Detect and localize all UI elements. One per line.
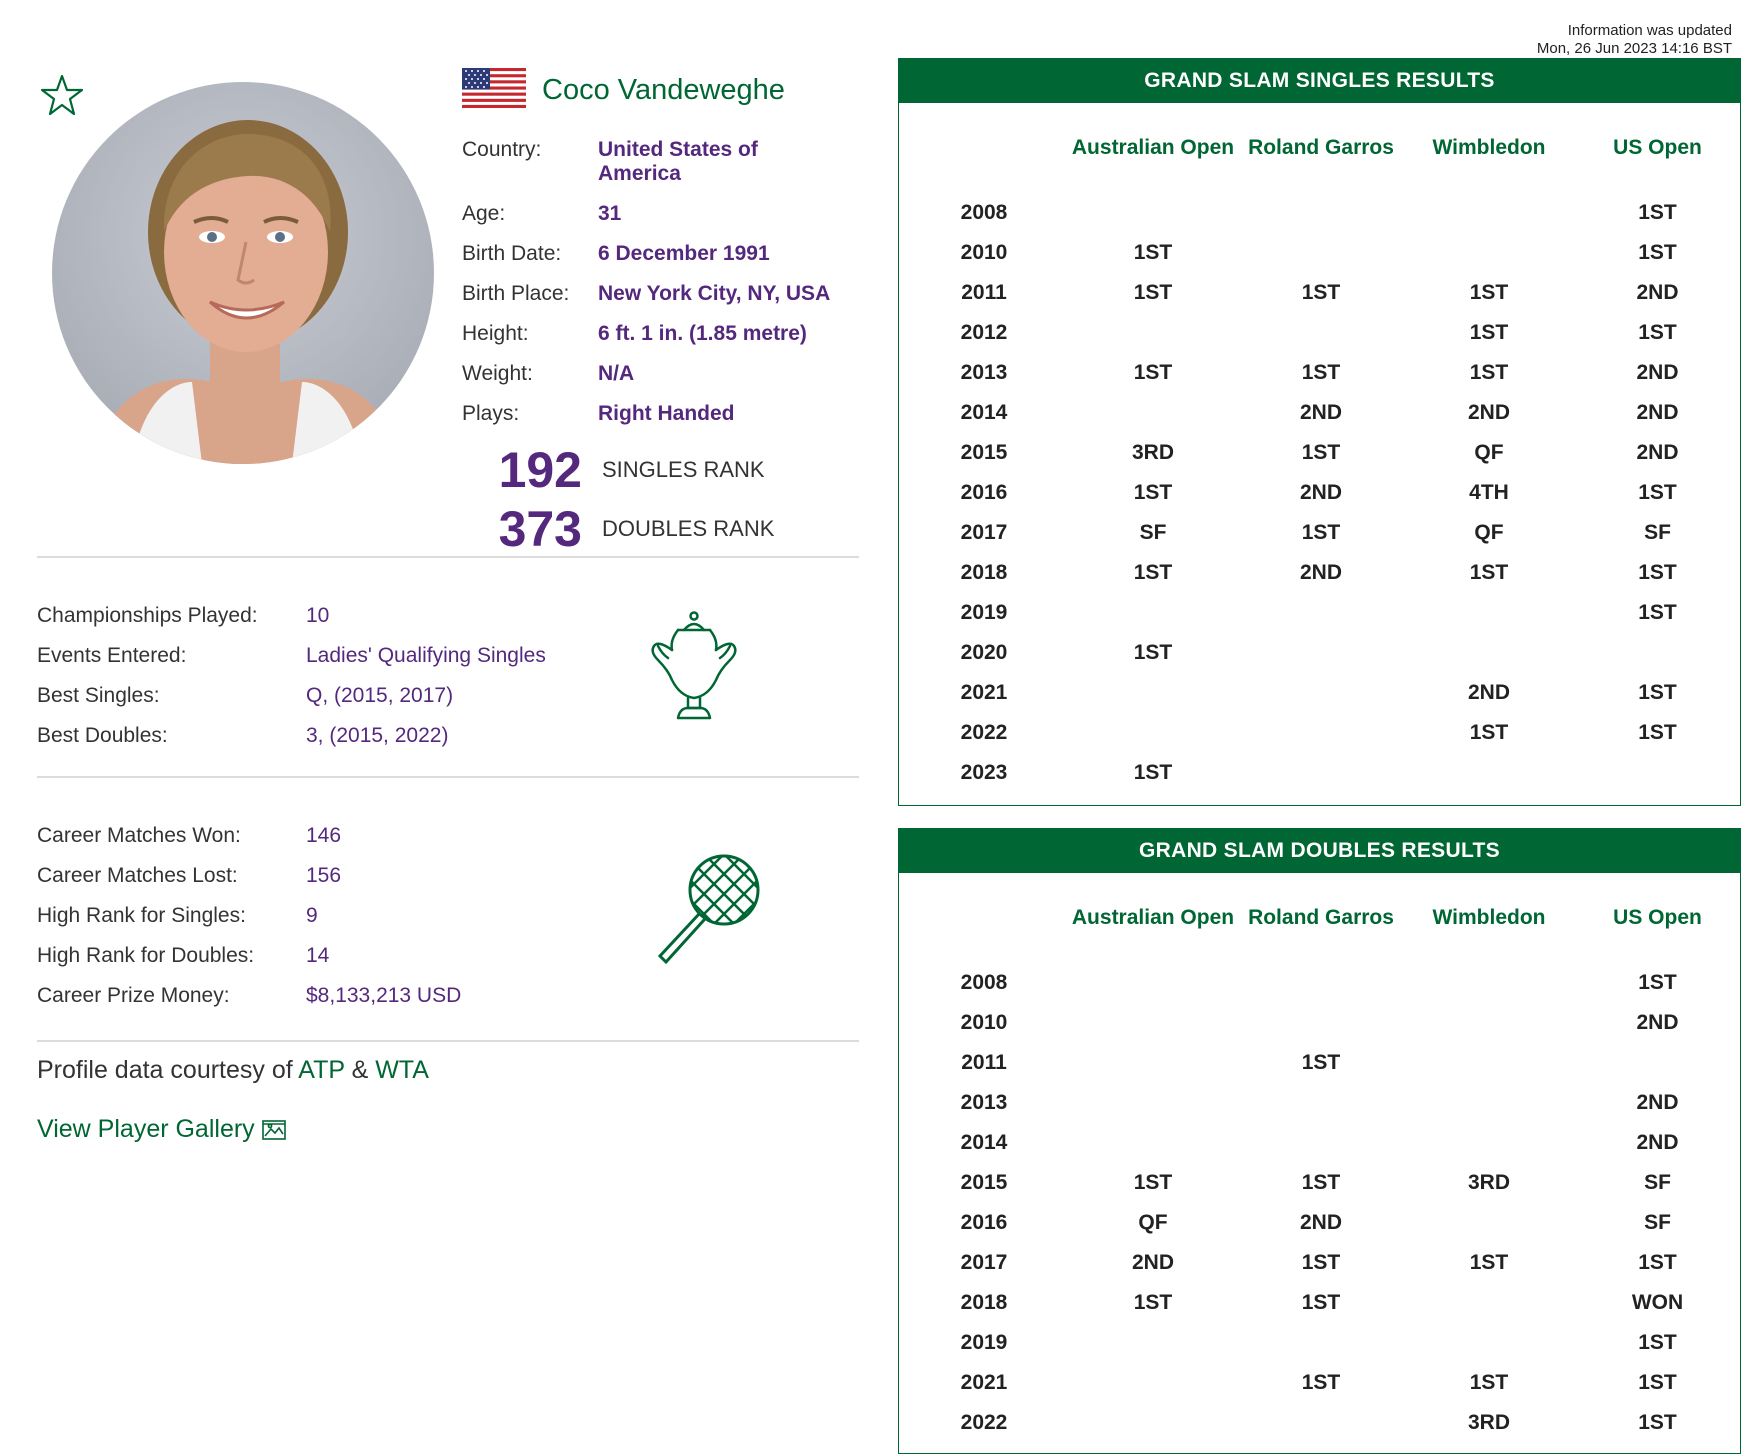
result-cell: WON: [1631, 1291, 1684, 1314]
column-header: US Open: [1613, 906, 1702, 929]
usa-flag-icon: [462, 68, 526, 108]
table-row: [899, 233, 1742, 273]
table-row: [899, 1083, 1742, 1123]
result-cell: 1ST: [1301, 441, 1341, 464]
singles-results-table: [899, 103, 1742, 793]
table-header-row: [899, 873, 1742, 963]
stat-label: Best Doubles:: [37, 724, 168, 747]
stat-value: $8,133,213 USD: [306, 984, 462, 1007]
result-cell: 1ST: [1638, 1411, 1677, 1434]
result-cell: 2ND: [1299, 481, 1342, 504]
divider: [37, 556, 859, 558]
stat-label: Best Singles:: [37, 684, 160, 707]
player-photo: [52, 82, 434, 464]
profile-value: Right Handed: [598, 402, 735, 425]
view-player-gallery-link[interactable]: [37, 1115, 287, 1144]
year-cell: 2020: [960, 641, 1008, 664]
result-cell: 1ST: [1301, 361, 1341, 384]
result-cell: 1ST: [1638, 1251, 1677, 1274]
result-cell: 1ST: [1133, 1171, 1173, 1194]
table-row: [899, 313, 1742, 353]
profile-label: Age:: [462, 202, 506, 225]
result-cell: 2ND: [1467, 681, 1510, 704]
profile-label: Country:: [462, 138, 542, 161]
result-cell: 1ST: [1133, 481, 1173, 504]
stat-value: 14: [306, 944, 330, 967]
result-cell: [1069, 1003, 1237, 1043]
result-cell: [1237, 1083, 1405, 1123]
result-cell: QF: [1474, 521, 1504, 544]
table-row: [899, 1003, 1742, 1043]
result-cell: [1237, 753, 1405, 793]
result-cell: [1237, 1403, 1405, 1443]
result-cell: 4TH: [1469, 481, 1509, 504]
column-header: Australian Open: [1071, 906, 1235, 929]
result-cell: [1237, 963, 1405, 1003]
table-row: [899, 433, 1742, 473]
doubles-rank-value: 373: [498, 501, 582, 557]
result-cell: 1ST: [1638, 1371, 1677, 1394]
result-cell: [1069, 1403, 1237, 1443]
table-row: [899, 1403, 1742, 1443]
stat-row: [37, 824, 461, 848]
result-cell: 3RD: [1467, 1411, 1510, 1434]
result-cell: 2ND: [1636, 441, 1679, 464]
stat-label: High Rank for Doubles:: [37, 944, 255, 967]
table-row: [899, 553, 1742, 593]
profile-data-courtesy: [37, 1056, 429, 1085]
result-cell: [1069, 393, 1237, 433]
result-cell: [1069, 1083, 1237, 1123]
result-cell: 1ST: [1133, 241, 1173, 264]
table-row: [899, 513, 1742, 553]
stat-row: [37, 724, 546, 748]
table-row: [899, 593, 1742, 633]
profile-value: United States of America: [598, 138, 758, 185]
result-cell: 2ND: [1299, 1211, 1342, 1234]
stat-row: [37, 944, 461, 968]
column-header: Wimbledon: [1432, 906, 1546, 929]
result-cell: [1237, 1123, 1405, 1163]
result-cell: SF: [1644, 521, 1671, 544]
column-header: Roland Garros: [1248, 136, 1394, 159]
table-row: [899, 273, 1742, 313]
result-cell: [1069, 1043, 1237, 1083]
result-cell: 1ST: [1638, 321, 1677, 344]
year-cell: 2014: [960, 401, 1008, 424]
year-cell: 2008: [960, 971, 1008, 994]
column-header: Australian Open: [1071, 136, 1235, 159]
result-cell: 1ST: [1638, 1331, 1677, 1354]
stat-value: Q, (2015, 2017): [306, 684, 454, 707]
result-cell: 1ST: [1469, 1251, 1509, 1274]
stat-label: High Rank for Singles:: [37, 904, 246, 927]
stat-row: [37, 984, 461, 1008]
year-cell: 2019: [960, 1331, 1008, 1354]
stat-value: 146: [306, 824, 342, 847]
year-cell: 2017: [960, 1251, 1008, 1274]
result-cell: 1ST: [1301, 1171, 1341, 1194]
result-cell: 3RD: [1467, 1171, 1510, 1194]
result-cell: [1405, 593, 1573, 633]
result-cell: [1405, 233, 1573, 273]
stat-label: Events Entered:: [37, 644, 187, 667]
year-cell: 2017: [960, 521, 1008, 544]
column-header: US Open: [1613, 136, 1702, 159]
year-cell: 2014: [960, 1131, 1008, 1154]
result-cell: [1069, 713, 1237, 753]
result-cell: 2ND: [1467, 401, 1510, 424]
result-cell: [1069, 673, 1237, 713]
atp-link[interactable]: ATP: [298, 1056, 345, 1084]
result-cell: 2ND: [1636, 281, 1679, 304]
doubles-results-panel: [898, 828, 1741, 1454]
image-gallery-icon: [261, 1118, 287, 1142]
result-cell: [1573, 633, 1742, 673]
year-cell: 2010: [960, 241, 1008, 264]
tennis-racket-icon: [652, 852, 764, 964]
result-cell: SF: [1139, 521, 1167, 544]
stat-label: Career Matches Lost:: [37, 864, 238, 887]
singles-rank: [462, 443, 765, 497]
result-cell: [1573, 753, 1742, 793]
stat-value: 10: [306, 604, 330, 627]
result-cell: 1ST: [1469, 721, 1509, 744]
year-cell: 2018: [960, 561, 1008, 584]
result-cell: [1237, 593, 1405, 633]
table-row: [899, 353, 1742, 393]
stat-label: Championships Played:: [37, 604, 258, 627]
result-cell: 1ST: [1301, 1291, 1341, 1314]
result-cell: 1ST: [1469, 1371, 1509, 1394]
result-cell: 1ST: [1469, 561, 1509, 584]
result-cell: [1069, 593, 1237, 633]
championship-stats: [37, 604, 546, 764]
result-cell: 1ST: [1638, 971, 1677, 994]
year-cell: 2019: [960, 601, 1008, 624]
profile-row-birth-date: [462, 242, 882, 266]
result-cell: [1237, 633, 1405, 673]
table-row: [899, 393, 1742, 433]
stat-row: [37, 684, 546, 708]
profile-row-height: [462, 322, 882, 346]
singles-rank-value: 192: [498, 442, 582, 498]
result-cell: 1ST: [1638, 561, 1677, 584]
result-cell: 1ST: [1469, 321, 1509, 344]
profile-value: New York City, NY, USA: [598, 282, 831, 305]
table-row: [899, 1043, 1742, 1083]
result-cell: [1405, 753, 1573, 793]
doubles-results-table: [899, 873, 1742, 1443]
year-cell: 2011: [961, 1051, 1007, 1074]
singles-rank-label: SINGLES RANK: [602, 457, 765, 482]
year-cell: 2012: [960, 321, 1008, 344]
result-cell: 1ST: [1638, 681, 1677, 704]
result-cell: [1069, 963, 1237, 1003]
result-cell: [1405, 1203, 1573, 1243]
stat-label: Career Prize Money:: [37, 984, 230, 1007]
result-cell: SF: [1644, 1171, 1671, 1194]
result-cell: 2ND: [1636, 1011, 1679, 1034]
stat-value: 3, (2015, 2022): [306, 724, 449, 747]
trophy-icon: [648, 610, 740, 722]
profile-row-plays: [462, 402, 882, 426]
result-cell: 1ST: [1133, 761, 1173, 784]
profile-info: [462, 138, 882, 442]
doubles-rank-label: DOUBLES RANK: [602, 516, 775, 541]
result-cell: [1237, 1323, 1405, 1363]
result-cell: 1ST: [1638, 601, 1677, 624]
wta-link[interactable]: WTA: [375, 1056, 429, 1084]
result-cell: 1ST: [1469, 281, 1509, 304]
year-cell: 2013: [960, 1091, 1008, 1114]
year-cell: 2022: [960, 1411, 1008, 1434]
update-info-line1: Information was updated: [1567, 22, 1732, 39]
update-info: [1537, 22, 1732, 58]
year-cell: 2016: [960, 481, 1008, 504]
result-cell: 1ST: [1133, 281, 1173, 304]
result-cell: 2ND: [1131, 1251, 1174, 1274]
result-cell: 2ND: [1299, 401, 1342, 424]
result-cell: [1069, 313, 1237, 353]
result-cell: [1237, 193, 1405, 233]
year-cell: 2010: [960, 1011, 1008, 1034]
result-cell: [1069, 1123, 1237, 1163]
table-row: [899, 673, 1742, 713]
table-row: [899, 633, 1742, 673]
result-cell: 1ST: [1133, 641, 1173, 664]
stat-value: Ladies' Qualifying Singles: [306, 644, 546, 667]
table-row: [899, 753, 1742, 793]
table-row: [899, 1323, 1742, 1363]
result-cell: 1ST: [1638, 481, 1677, 504]
result-cell: [1405, 1123, 1573, 1163]
table-row: [899, 1123, 1742, 1163]
result-cell: 1ST: [1301, 1371, 1341, 1394]
profile-row-country: [462, 138, 882, 186]
column-header: [899, 873, 1069, 963]
year-cell: 2013: [960, 361, 1008, 384]
result-cell: 1ST: [1638, 721, 1677, 744]
year-cell: 2022: [960, 721, 1008, 744]
table-row: [899, 1363, 1742, 1403]
year-cell: 2016: [960, 1211, 1008, 1234]
profile-label: Plays:: [462, 402, 520, 425]
result-cell: 1ST: [1469, 361, 1509, 384]
result-cell: 2ND: [1636, 1091, 1679, 1114]
divider: [37, 1040, 859, 1042]
result-cell: [1573, 1043, 1742, 1083]
stat-row: [37, 864, 461, 888]
result-cell: 2ND: [1636, 1131, 1679, 1154]
result-cell: [1237, 713, 1405, 753]
profile-label: Weight:: [462, 362, 533, 385]
table-row: [899, 713, 1742, 753]
result-cell: [1237, 313, 1405, 353]
player-name: Coco Vandeweghe: [542, 74, 785, 106]
year-cell: 2021: [960, 1371, 1008, 1394]
column-header: Roland Garros: [1248, 906, 1394, 929]
result-cell: 2ND: [1636, 401, 1679, 424]
result-cell: [1405, 193, 1573, 233]
stat-label: Career Matches Won:: [37, 824, 241, 847]
table-row: [899, 1243, 1742, 1283]
update-info-timestamp: Mon, 26 Jun 2023 14:16 BST: [1536, 40, 1732, 57]
year-cell: 2023: [960, 761, 1008, 784]
result-cell: 1ST: [1638, 201, 1677, 224]
result-cell: QF: [1474, 441, 1504, 464]
doubles-results-title: GRAND SLAM DOUBLES RESULTS: [899, 829, 1740, 873]
result-cell: 1ST: [1301, 1251, 1341, 1274]
result-cell: [1069, 1323, 1237, 1363]
table-row: [899, 1203, 1742, 1243]
table-row: [899, 193, 1742, 233]
result-cell: [1237, 1003, 1405, 1043]
year-cell: 2021: [960, 681, 1008, 704]
result-cell: [1405, 1083, 1573, 1123]
result-cell: [1405, 1043, 1573, 1083]
stat-row: [37, 644, 546, 668]
result-cell: [1405, 1283, 1573, 1323]
table-header-row: [899, 103, 1742, 193]
result-cell: SF: [1644, 1211, 1671, 1234]
profile-row-weight: [462, 362, 882, 386]
profile-value: 6 December 1991: [598, 242, 770, 265]
courtesy-ampersand: &: [351, 1056, 369, 1084]
result-cell: 1ST: [1301, 1051, 1341, 1074]
courtesy-prefix: Profile data courtesy of: [37, 1056, 293, 1084]
year-cell: 2015: [960, 1171, 1008, 1194]
result-cell: [1069, 1363, 1237, 1403]
column-header: Wimbledon: [1432, 136, 1546, 159]
year-cell: 2015: [960, 441, 1008, 464]
table-row: [899, 1163, 1742, 1203]
result-cell: 1ST: [1301, 521, 1341, 544]
profile-label: Birth Place:: [462, 282, 570, 305]
year-cell: 2018: [960, 1291, 1008, 1314]
result-cell: 3RD: [1131, 441, 1174, 464]
star-icon[interactable]: [40, 74, 84, 116]
doubles-rank: [462, 502, 774, 556]
year-cell: 2011: [961, 281, 1007, 304]
result-cell: 2ND: [1636, 361, 1679, 384]
year-cell: 2008: [960, 201, 1008, 224]
profile-label: Height:: [462, 322, 529, 345]
result-cell: [1069, 193, 1237, 233]
career-stats: [37, 824, 461, 1024]
profile-label: Birth Date:: [462, 242, 562, 265]
result-cell: [1405, 963, 1573, 1003]
table-row: [899, 1283, 1742, 1323]
stat-row: [37, 604, 546, 628]
result-cell: 1ST: [1133, 361, 1173, 384]
profile-value: 31: [598, 202, 622, 225]
stat-value: 9: [306, 904, 318, 927]
result-cell: [1405, 1323, 1573, 1363]
result-cell: 1ST: [1301, 281, 1341, 304]
singles-results-panel: [898, 58, 1741, 806]
result-cell: 1ST: [1133, 1291, 1173, 1314]
gallery-label: View Player Gallery: [37, 1115, 255, 1143]
result-cell: [1237, 233, 1405, 273]
stat-value: 156: [306, 864, 342, 887]
divider: [37, 776, 859, 778]
result-cell: 1ST: [1638, 241, 1677, 264]
profile-row-age: [462, 202, 882, 226]
result-cell: [1237, 673, 1405, 713]
stat-row: [37, 904, 461, 928]
profile-value: 6 ft. 1 in. (1.85 metre): [598, 322, 807, 345]
profile-value: N/A: [598, 362, 635, 385]
result-cell: [1405, 633, 1573, 673]
profile-row-birth-place: [462, 282, 882, 306]
column-header: [899, 103, 1069, 193]
table-row: [899, 473, 1742, 513]
singles-results-title: GRAND SLAM SINGLES RESULTS: [899, 59, 1740, 103]
result-cell: QF: [1138, 1211, 1168, 1234]
result-cell: 2ND: [1299, 561, 1342, 584]
result-cell: [1405, 1003, 1573, 1043]
table-row: [899, 963, 1742, 1003]
result-cell: 1ST: [1133, 561, 1173, 584]
